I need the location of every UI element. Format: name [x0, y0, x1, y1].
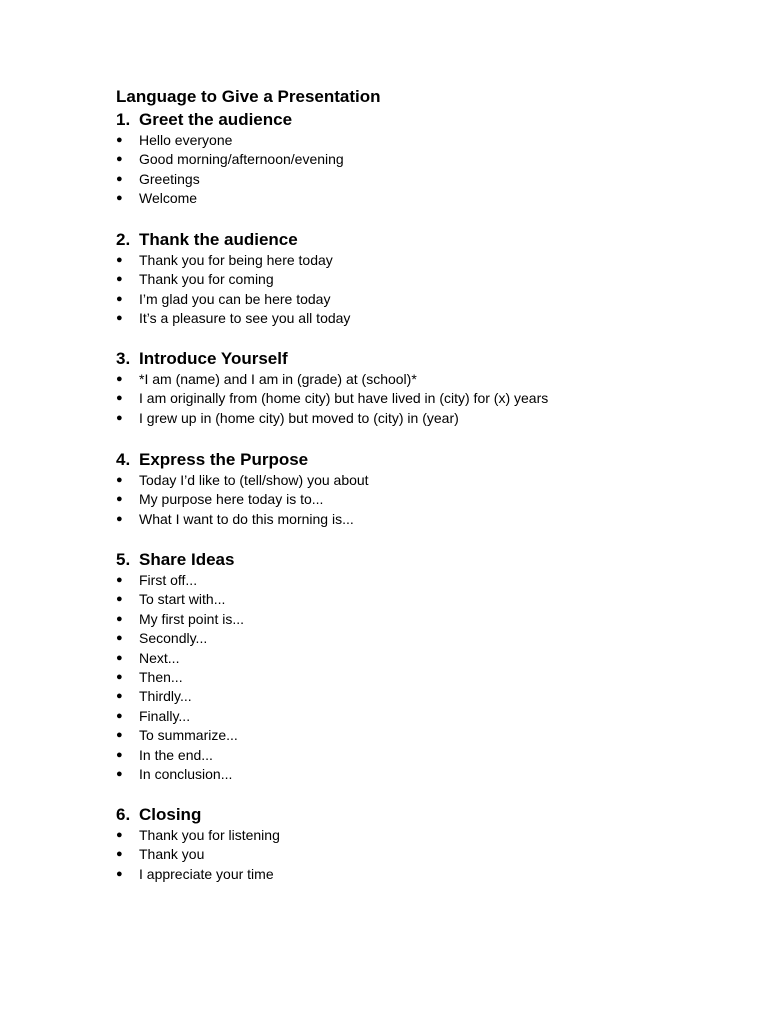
bullet-icon: ●	[116, 670, 123, 683]
section-number: 2.	[116, 230, 131, 249]
section-number: 4.	[116, 450, 131, 469]
list-item-text: I am originally from (home city) but have lived in (city) for (x) years	[139, 390, 549, 407]
bullet-icon: ●	[116, 690, 123, 703]
bullet-icon: ●	[116, 474, 123, 486]
bullet-icon: ●	[116, 848, 123, 861]
list-item-text: To summarize...	[139, 727, 238, 744]
bullet-icon: ●	[116, 593, 123, 606]
section-number: 5.	[116, 550, 131, 569]
bullet-icon: ●	[116, 729, 123, 742]
bullet-icon: ●	[116, 829, 123, 841]
list-item-text: I grew up in (home city) but moved to (city) in (year)	[139, 409, 459, 426]
list-item-text: I’m glad you can be here today	[139, 290, 331, 307]
section-number: 1.	[116, 110, 131, 129]
list-item-text: Secondly...	[139, 630, 208, 647]
bullet-icon: ●	[116, 192, 123, 205]
list-item-text: Greetings	[139, 170, 200, 187]
list-item-text: Then...	[139, 668, 183, 685]
page-title: Language to Give a Presentation	[116, 87, 381, 106]
section-number: 6.	[116, 805, 131, 824]
bullet-icon: ●	[116, 748, 123, 761]
list-item-text: Thank you for coming	[139, 271, 274, 288]
bullet-icon: ●	[116, 312, 123, 325]
list-item-text: It’s a pleasure to see you all today	[139, 310, 351, 327]
list-item-text: *I am (name) and I am in (grade) at (school)*	[139, 371, 417, 387]
list-item-text: First off...	[139, 572, 198, 588]
list-item-text: Today I’d like to (tell/show) you about	[139, 472, 369, 488]
bullet-icon: ●	[116, 134, 123, 146]
section-heading-text: Introduce Yourself	[139, 349, 288, 368]
section-heading-text: Thank the audience	[139, 230, 298, 249]
bullet-icon: ●	[116, 411, 123, 424]
bullet-icon: ●	[116, 292, 123, 305]
list-item-text: Hello everyone	[139, 132, 233, 148]
bullet-icon: ●	[116, 493, 123, 506]
bullet-icon: ●	[116, 254, 123, 266]
section-heading-text: Express the Purpose	[139, 450, 309, 469]
list-item-text: Good morning/afternoon/evening	[139, 151, 344, 168]
bullet-icon: ●	[116, 767, 123, 780]
list-item-text: To start with...	[139, 591, 226, 608]
list-item-text: In conclusion...	[139, 765, 233, 782]
bullet-icon: ●	[116, 172, 123, 185]
bullet-icon: ●	[116, 574, 123, 586]
bullet-icon: ●	[116, 651, 123, 664]
bullet-icon: ●	[116, 392, 123, 405]
list-item-text: My purpose here today is to...	[139, 491, 324, 508]
list-item-text: Thank you for listening	[139, 827, 280, 843]
bullet-icon: ●	[116, 612, 123, 625]
bullet-icon: ●	[116, 273, 123, 286]
section-heading-text: Closing	[139, 805, 202, 824]
list-item-text: In the end...	[139, 746, 213, 763]
list-item-text: I appreciate your time	[139, 865, 274, 882]
section-number: 3.	[116, 349, 131, 368]
bullet-icon: ●	[116, 512, 123, 525]
list-item-text: My first point is...	[139, 610, 245, 627]
list-item-text: Next...	[139, 649, 180, 666]
bullet-icon: ●	[116, 632, 123, 645]
list-item-text: Thank you	[139, 846, 205, 863]
bullet-icon: ●	[116, 709, 123, 722]
section-heading-text: Greet the audience	[139, 110, 293, 129]
bullet-icon: ●	[116, 373, 123, 385]
section-heading-text: Share Ideas	[139, 550, 235, 569]
list-item-text: Welcome	[139, 190, 198, 207]
bullet-icon: ●	[116, 867, 123, 880]
bullet-icon: ●	[116, 153, 123, 166]
list-item-text: Thank you for being here today	[139, 252, 333, 268]
list-item-text: Thirdly...	[139, 688, 192, 705]
list-item-text: What I want to do this morning is...	[139, 510, 354, 527]
list-item-text: Finally...	[139, 707, 191, 724]
